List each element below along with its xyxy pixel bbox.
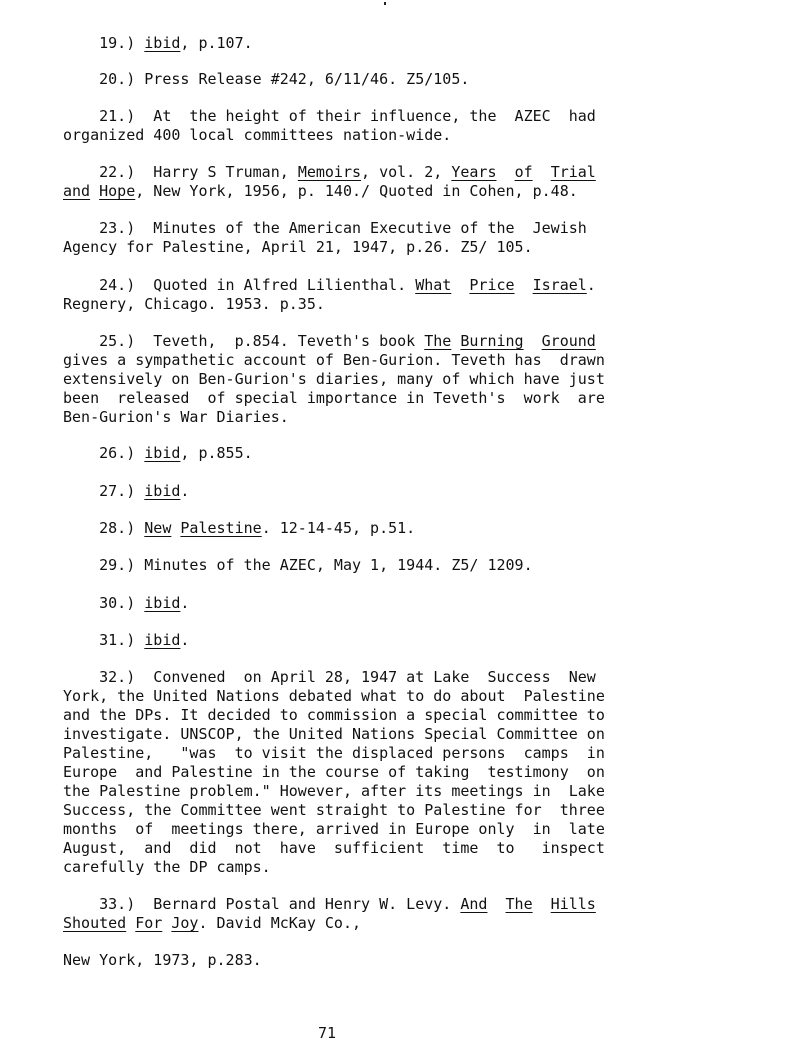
- note-text: Palestine, "was to visit the displaced persons camps in: [63, 744, 605, 762]
- underlined-title: ibid: [144, 34, 181, 52]
- note-text: been released of special importance in Teveth's work are: [63, 389, 605, 407]
- note-line: [63, 820, 605, 839]
- note-text: August, and did not have sufficient time to inspect: [63, 839, 605, 857]
- note-line: [63, 763, 605, 782]
- note-text: 20.) Press Release #242, 6/11/46. Z5/105.: [63, 70, 470, 88]
- note-line: [63, 34, 253, 53]
- note-line: [63, 276, 596, 295]
- note-line: [63, 332, 596, 351]
- note-line: [63, 219, 587, 238]
- underlined-title: ibid: [144, 594, 181, 612]
- note-line: [63, 482, 189, 501]
- note-line: [63, 107, 596, 126]
- note-line: [63, 389, 605, 408]
- note-text: , New York, 1956, p. 140./ Quoted in Cohen, p.48.: [135, 182, 578, 200]
- note-text: 23.) Minutes of the American Executive of the Jewish: [63, 219, 587, 237]
- note-text: carefully the DP camps.: [63, 858, 271, 876]
- note-text: .: [180, 631, 190, 649]
- note-line: [63, 706, 605, 725]
- note-line: [63, 782, 605, 801]
- note-text: [497, 163, 515, 181]
- note-text: 26.): [63, 444, 145, 462]
- note-text: Europe and Palestine in the course of taking testimony on: [63, 763, 605, 781]
- note-line: [63, 951, 262, 970]
- note-text: 30.): [63, 594, 145, 612]
- underlined-title: The: [505, 895, 533, 913]
- underlined-title: What: [415, 276, 452, 294]
- note-text: [533, 163, 551, 181]
- note-text: the Palestine problem." However, after its meetings in Lake: [63, 782, 605, 800]
- note-text: Success, the Committee went straight to Palestine for three: [63, 801, 605, 819]
- note-line: [63, 70, 469, 89]
- underlined-title: Hope: [99, 182, 136, 200]
- note-text: , vol. 2,: [361, 163, 452, 181]
- note-text: organized 400 local committees nation-wide.: [63, 126, 452, 144]
- note-line: [63, 519, 415, 538]
- note-line: [63, 839, 605, 858]
- underlined-title: Trial: [550, 163, 596, 181]
- note-text: [524, 332, 542, 350]
- note-text: .: [586, 276, 596, 294]
- underlined-title: ibid: [144, 631, 181, 649]
- note-line: [63, 914, 361, 933]
- note-text: 29.) Minutes of the AZEC, May 1, 1944. Z5/ 1209.: [63, 556, 533, 574]
- note-line: [63, 182, 578, 201]
- note-line: [63, 126, 451, 145]
- note-line: [63, 668, 596, 687]
- note-text: , p.855.: [180, 444, 253, 462]
- note-text: Regnery, Chicago. 1953. p.35.: [63, 295, 325, 313]
- note-line: [63, 238, 533, 257]
- note-text: 32.) Convened on April 28, 1947 at Lake Success New: [63, 668, 596, 686]
- note-text: and the DPs. It decided to commission a special committee to: [63, 706, 605, 724]
- note-text: , p.107.: [180, 34, 253, 52]
- note-line: [63, 370, 605, 389]
- scan-speck: [384, 2, 386, 5]
- underlined-title: and: [63, 182, 91, 200]
- underlined-title: of: [514, 163, 533, 181]
- note-text: 33.) Bernard Postal and Henry W. Levy.: [63, 895, 461, 913]
- note-text: [451, 276, 469, 294]
- underlined-title: Hills: [550, 895, 596, 913]
- note-text: [487, 895, 505, 913]
- underlined-title: For: [135, 914, 163, 932]
- note-line: [63, 895, 596, 914]
- underlined-title: New: [144, 519, 172, 537]
- note-text: 19.): [63, 34, 145, 52]
- note-line: [63, 594, 189, 613]
- note-text: investigate. UNSCOP, the United Nations Special Committee on: [63, 725, 605, 743]
- note-text: 25.) Teveth, p.854. Teveth's book: [63, 332, 425, 350]
- note-line: [63, 725, 605, 744]
- note-text: [90, 182, 99, 200]
- note-text: [533, 895, 551, 913]
- note-text: .: [180, 482, 190, 500]
- note-line: [63, 801, 605, 820]
- note-text: 22.) Harry S Truman,: [63, 163, 298, 181]
- note-text: [126, 914, 135, 932]
- note-text: 31.): [63, 631, 145, 649]
- underlined-title: Palestine: [180, 519, 262, 537]
- note-text: extensively on Ben-Gurion's diaries, many of which have just: [63, 370, 605, 388]
- note-line: [63, 295, 325, 314]
- underlined-title: Joy: [171, 914, 199, 932]
- note-text: 27.): [63, 482, 145, 500]
- note-text: . David McKay Co.,: [198, 914, 362, 932]
- note-text: .: [180, 594, 190, 612]
- note-line: [63, 858, 271, 877]
- note-line: [63, 744, 605, 763]
- note-text: gives a sympathetic account of Ben-Gurion. Teveth has drawn: [63, 351, 605, 369]
- note-line: [63, 163, 596, 182]
- underlined-title: Memoirs: [297, 163, 362, 181]
- note-text: 24.) Quoted in Alfred Lilienthal.: [63, 276, 416, 294]
- note-text: months of meetings there, arrived in Europe only in late: [63, 820, 605, 838]
- note-text: [515, 276, 533, 294]
- underlined-title: Shouted: [63, 914, 127, 932]
- page-number: 71: [318, 1024, 337, 1042]
- note-text: York, the United Nations debated what to do about Palestine: [63, 687, 605, 705]
- note-line: [63, 408, 289, 427]
- underlined-title: The: [424, 332, 452, 350]
- note-line: [63, 556, 533, 575]
- underlined-title: Ground: [541, 332, 596, 350]
- note-text: Ben-Gurion's War Diaries.: [63, 408, 289, 426]
- note-line: [63, 444, 253, 463]
- note-text: Agency for Palestine, April 21, 1947, p.26. Z5/ 105.: [63, 238, 533, 256]
- note-text: New York, 1973, p.283.: [63, 951, 262, 969]
- note-text: 21.) At the height of their influence, the AZEC had: [63, 107, 596, 125]
- underlined-title: And: [460, 895, 488, 913]
- underlined-title: ibid: [144, 444, 181, 462]
- underlined-title: Burning: [460, 332, 524, 350]
- underlined-title: Years: [451, 163, 497, 181]
- underlined-title: Israel: [532, 276, 587, 294]
- note-line: [63, 631, 189, 650]
- underlined-title: Price: [469, 276, 515, 294]
- note-line: [63, 687, 605, 706]
- note-line: [63, 351, 605, 370]
- note-text: 28.): [63, 519, 145, 537]
- underlined-title: ibid: [144, 482, 181, 500]
- note-text: . 12-14-45, p.51.: [261, 519, 416, 537]
- note-text: [451, 332, 460, 350]
